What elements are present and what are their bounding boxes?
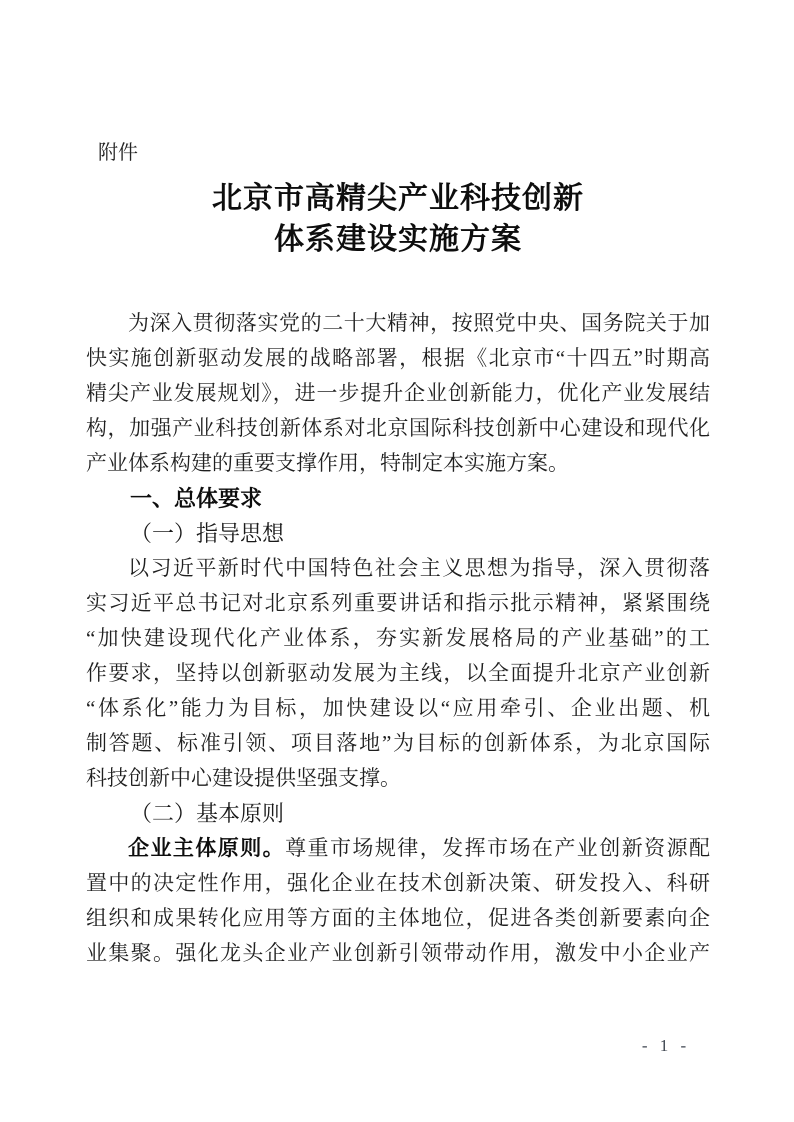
subsection-heading-basic-principles: （二）基本原则 (130, 801, 285, 826)
document-title-line-1: 北京市高精尖产业科技创新 (212, 182, 584, 215)
page-number: - 1 - (641, 1036, 691, 1055)
paragraph-enterprise-principle-line: 组织和成果转化应用等方面的主体地位，促进各类创新要素向企 (86, 906, 710, 930)
paragraph-guiding-ideology (86, 551, 710, 796)
enterprise-principle-lead: 企业主体原则。 (128, 836, 286, 860)
section-heading-overall-requirements: 一、总体要求 (130, 486, 263, 511)
paragraph-guiding-ideology-line: 实习近平总书记对北京系列重要讲话和指示批示精神，紧紧围绕 (86, 591, 710, 615)
paragraph-intro-line: 构，加强产业科技创新体系对北京国际科技创新中心建设和现代化 (86, 416, 710, 440)
paragraph-guiding-ideology-line: 制答题、标准引领、项目落地”为目标的创新体系，为北京国际 (86, 731, 710, 755)
paragraph-enterprise-principle-line (86, 831, 710, 866)
paragraph-enterprise-principle-line: 置中的决定性作用，强化企业在技术创新决策、研发投入、科研 (86, 871, 710, 895)
paragraph-guiding-ideology-line: “体系化”能力为目标，加快建设以“应用牵引、企业出题、机 (86, 696, 710, 720)
paragraph-enterprise-principle (86, 831, 710, 971)
document-title (86, 178, 710, 260)
paragraph-guiding-ideology-line: 作要求，坚持以创新驱动发展为主线，以全面提升北京产业创新 (86, 661, 710, 685)
paragraph-enterprise-principle-line: 业集聚。强化龙头企业产业创新引领带动作用，激发中小企业产 (86, 941, 710, 965)
paragraph-guiding-ideology-line: “加快建设现代化产业体系，夯实新发展格局的产业基础”的工 (86, 626, 710, 650)
document-body (86, 306, 710, 971)
paragraph-intro-line: 产业体系构建的重要支撑作用，特制定本实施方案。 (86, 451, 569, 475)
paragraph-guiding-ideology-line: 科技创新中心建设提供坚强支撑。 (86, 766, 401, 790)
paragraph-enterprise-principle-text: 尊重市场规律，发挥市场在产业创新资源配 (285, 836, 711, 860)
document-title-line-2: 体系建设实施方案 (274, 223, 522, 256)
paragraph-intro-line: 精尖产业发展规划》，进一步提升企业创新能力，优化产业发展结 (86, 381, 710, 405)
subsection-heading-guiding-ideology: （一）指导思想 (130, 521, 285, 546)
paragraph-guiding-ideology-line: 以习近平新时代中国特色社会主义思想为指导，深入贯彻落 (128, 556, 710, 580)
paragraph-intro-line: 为深入贯彻落实党的二十大精神，按照党中央、国务院关于加 (128, 311, 710, 335)
attachment-label: 附件 (98, 142, 138, 164)
paragraph-intro (86, 306, 710, 481)
paragraph-intro-line: 快实施创新驱动发展的战略部署，根据《北京市“十四五”时期高 (86, 346, 710, 370)
